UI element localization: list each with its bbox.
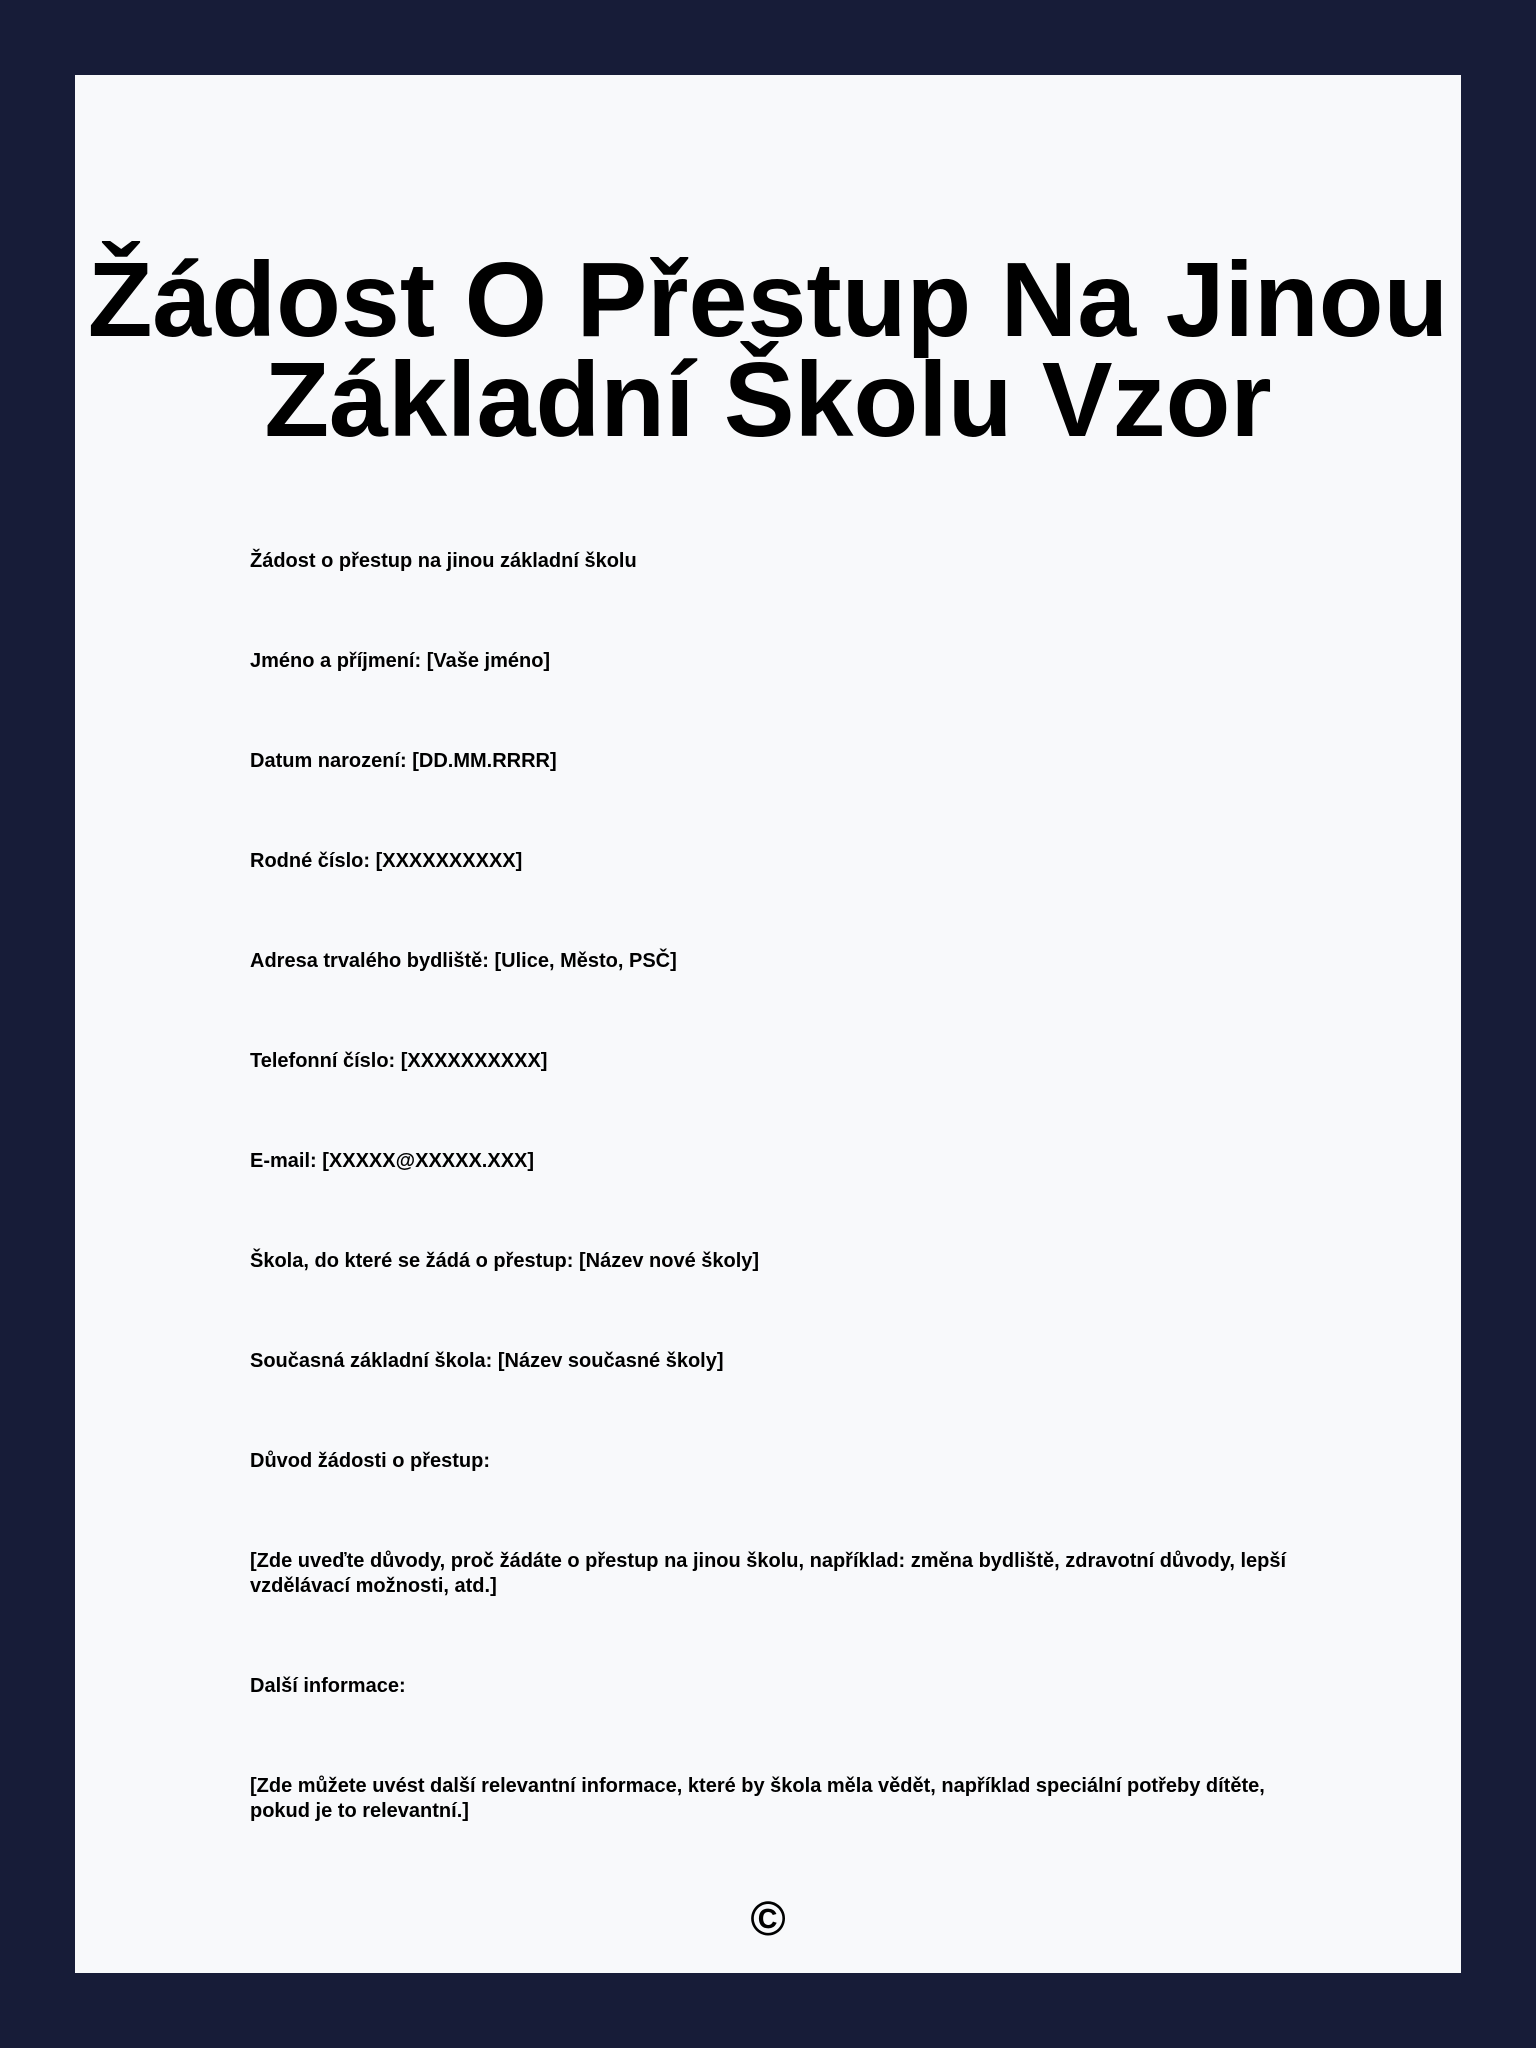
document-title xyxy=(75,241,1461,459)
field-address: Adresa trvalého bydliště: [Ulice, Město, PSČ] xyxy=(250,950,677,972)
body-heading: Žádost o přestup na jinou základní školu xyxy=(250,550,637,572)
field-birth-number: Rodné číslo: [XXXXXXXXXX] xyxy=(250,850,523,872)
field-birth-date: Datum narození: [DD.MM.RRRR] xyxy=(250,750,557,772)
field-phone: Telefonní číslo: [XXXXXXXXXX] xyxy=(250,1050,548,1072)
title-line-2: Základní Školu Vzor xyxy=(264,341,1272,459)
info-label: Další informace: xyxy=(250,1675,406,1697)
field-name: Jméno a příjmení: [Vaše jméno] xyxy=(250,650,551,672)
info-text: [Zde můžete uvést další relevantní informace, které by škola měla vědět, například speciální potřeby dítěte, pokud je to relevantní.] xyxy=(250,1775,1265,1822)
field-email: E-mail: [XXXXX@XXXXX.XXX] xyxy=(250,1150,535,1172)
copyright-symbol: © xyxy=(750,1893,786,1946)
field-new-school: Škola, do které se žádá o přestup: [Název nové školy] xyxy=(250,1250,760,1272)
title-line-1: Žádost O Přestup Na Jinou xyxy=(87,241,1449,359)
document-page xyxy=(75,75,1461,1973)
reason-label: Důvod žádosti o přestup: xyxy=(250,1450,490,1472)
field-current-school: Současná základní škola: [Název současné školy] xyxy=(250,1350,724,1372)
reason-text: [Zde uveďte důvody, proč žádáte o přestup na jinou školu, například: změna bydliště, zdravotní důvody, lepší vzdělávací možnosti, atd.] xyxy=(250,1550,1287,1597)
